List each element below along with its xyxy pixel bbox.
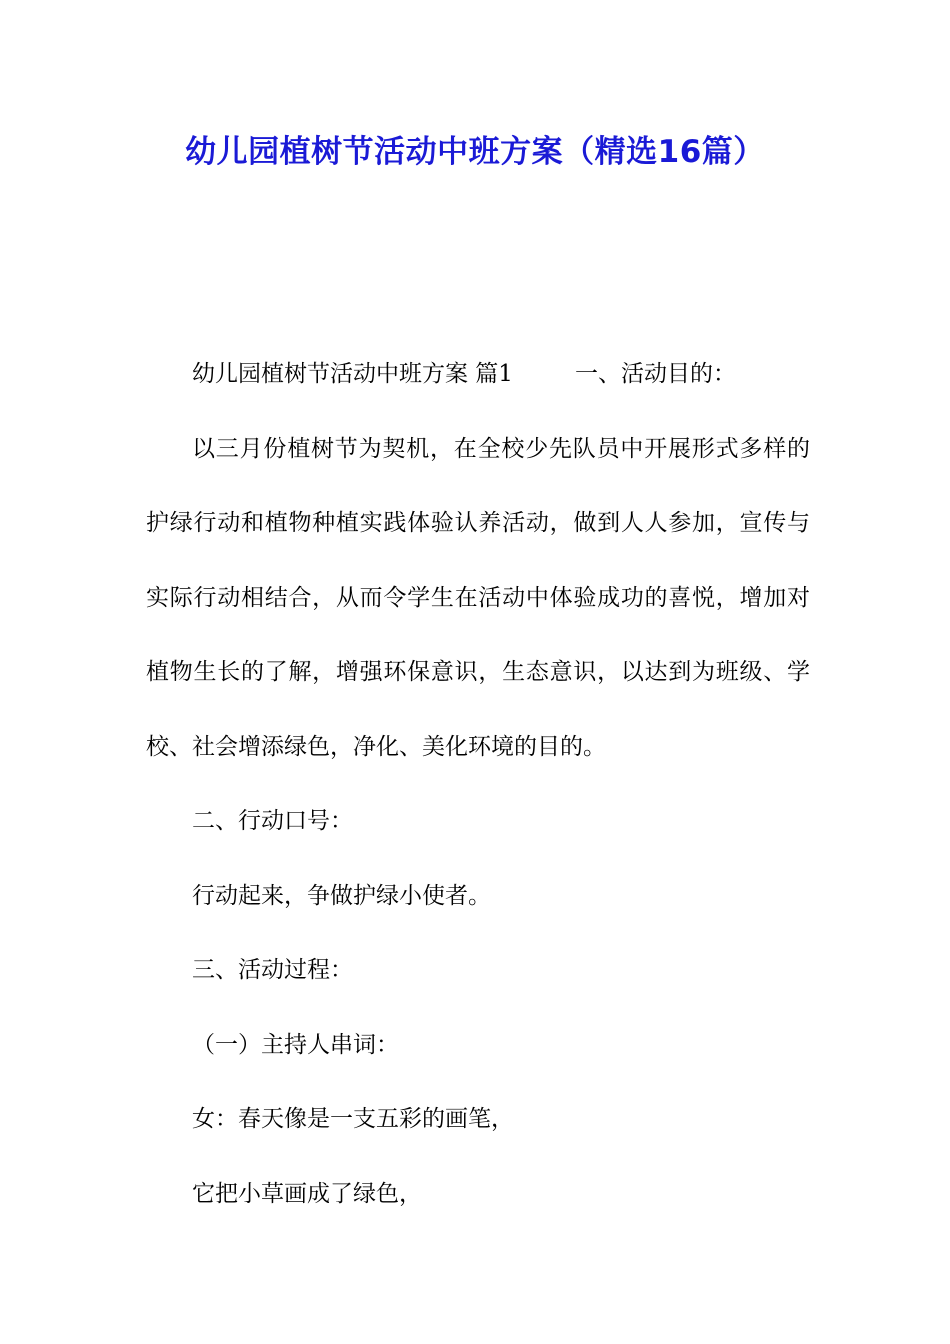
document-body	[146, 337, 810, 1231]
heading-action-slogan: 二、行动口号：	[192, 808, 353, 834]
document-title: 幼儿园植树节活动中班方案（精选16篇）	[185, 134, 765, 170]
section-heading-line	[146, 337, 810, 412]
sub-heading-host-script: （一）主持人串词：	[192, 1031, 399, 1058]
heading-activity-process: 三、活动过程：	[192, 957, 353, 983]
section-heading: 幼儿园植树节活动中班方案 篇1	[192, 361, 513, 387]
paragraph-activity-purpose: 以三月份植树节为契机，在全校少先队员中开展形式多样的护绿行动和植物种植实践体验认养活动，做到人人参加，宣传与实际行动相结合，从而令学生在活动中体验成功的喜悦，增加对植物生长的了解，增强环保意识，生态意识，以达到为班级、学校、社会增添绿色，净化、美化环境的目的。	[146, 435, 810, 760]
host-line-1: 女：春天像是一支五彩的画笔，	[192, 1106, 514, 1132]
heading-activity-purpose: 一、活动目的：	[574, 361, 736, 387]
paragraph-action-slogan: 行动起来，争做护绿小使者。	[192, 882, 491, 909]
host-line-2: 它把小草画成了绿色，	[192, 1180, 422, 1207]
